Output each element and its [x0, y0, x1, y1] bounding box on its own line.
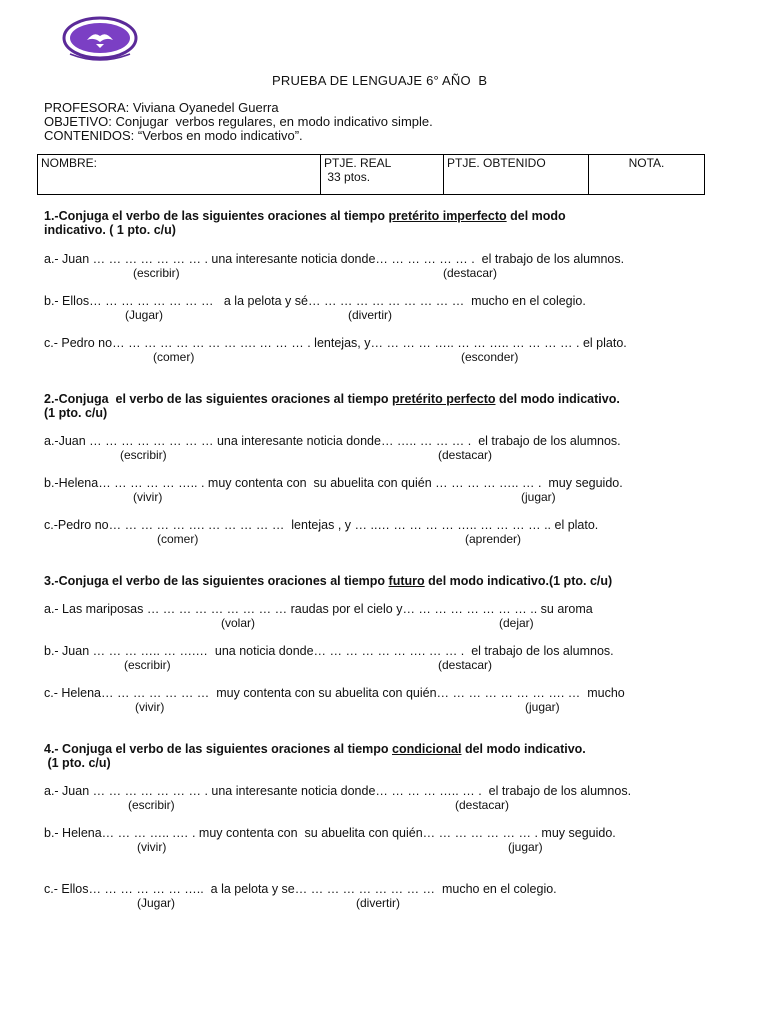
tense-pretérito-perfecto: pretérito perfecto — [392, 392, 496, 406]
q2-sentence-c[interactable]: c.-Pedro no… … … … … …. … … … … … lentejas , y … ..… … … … … ….. … … … … .. el plato. — [44, 518, 599, 532]
q1-verb-b1: (Jugar) — [125, 308, 164, 322]
real-score-cell — [321, 155, 444, 195]
contents-line: CONTENIDOS: “Verbos en modo indicativo”. — [44, 128, 303, 143]
q2-verb-b1: (vivir) — [133, 490, 163, 504]
objective-line: OBJETIVO: Conjugar verbos regulares, en modo indicativo simple. — [44, 114, 433, 129]
student-info-table — [37, 154, 705, 195]
q3-verb-a1: (volar) — [221, 616, 256, 630]
q2-verb-c1: (comer) — [157, 532, 199, 546]
page-title: PRUEBA DE LENGUAJE 6° AÑO B — [272, 73, 488, 88]
school-logo — [60, 14, 140, 64]
q1-verb-b2: (divertir) — [348, 308, 392, 322]
q1-sentence-a[interactable]: a.- Juan … … … … … … … . una interesante noticia donde… … … … … … . el trabajo de los alumnos. — [44, 252, 625, 266]
grade-cell[interactable] — [589, 155, 705, 195]
q4-verb-a1: (escribir) — [128, 798, 175, 812]
teacher-line: PROFESORA: Viviana Oyanedel Guerra — [44, 100, 279, 115]
tense-condicional: condicional — [392, 742, 462, 756]
q1-verb-a1: (escribir) — [133, 266, 180, 280]
q2-verb-b2: (jugar) — [521, 490, 556, 504]
tense-futuro: futuro — [388, 574, 425, 588]
obtained-score-label: PTJE. OBTENIDO — [447, 156, 546, 170]
q1-verb-c1: (comer) — [153, 350, 195, 364]
tense-pretérito-imperfecto: pretérito imperfecto — [388, 209, 507, 223]
q3-verb-c2: (jugar) — [525, 700, 560, 714]
q4-sentence-c[interactable]: c.- Ellos… … … … … … ….. a la pelota y se… … … … … … … … … mucho en el colegio. — [44, 882, 557, 896]
q2-verb-a1: (escribir) — [120, 448, 167, 462]
q4-sentence-a[interactable]: a.- Juan … … … … … … … . una interesante noticia donde… … … … ….. … . el trabajo de los alumnos. — [44, 784, 632, 798]
q4-verb-c2: (divertir) — [356, 896, 400, 910]
question-3-heading: 3.-Conjuga el verbo de las siguientes oraciones al tiempo futuro del modo indicativo.(1 pto. c/u) — [44, 574, 613, 588]
q2-sentence-b[interactable]: b.-Helena… … … … … ….. . muy contenta con su abuelita con quién … … … … ….. … . muy seguido. — [44, 476, 623, 490]
obtained-score-cell[interactable] — [444, 155, 589, 195]
q4-verb-b1: (vivir) — [137, 840, 167, 854]
question-1-heading-line2: indicativo. ( 1 pto. c/u) — [44, 223, 176, 237]
q3-verb-b2: (destacar) — [438, 658, 493, 672]
q3-verb-a2: (dejar) — [499, 616, 534, 630]
q4-sentence-b[interactable]: b.- Helena… … … ….. .… . muy contenta con su abuelita con quién… … … … … … … . muy seguido. — [44, 826, 616, 840]
question-1-heading: 1.-Conjuga el verbo de las siguientes oraciones al tiempo pretérito imperfecto del modo — [44, 209, 566, 223]
q4-verb-b2: (jugar) — [508, 840, 543, 854]
question-2-heading-line2: (1 pto. c/u) — [44, 406, 108, 420]
q2-verb-c2: (aprender) — [465, 532, 522, 546]
real-score-label: PTJE. REAL — [324, 156, 392, 170]
q4-verb-c1: (Jugar) — [137, 896, 176, 910]
q2-verb-a2: (destacar) — [438, 448, 493, 462]
q3-sentence-a[interactable]: a.- Las mariposas … … … … … … … … … raudas por el cielo y… … … … … … … … .. su aroma — [44, 602, 593, 616]
name-cell[interactable] — [38, 155, 321, 195]
q4-verb-a2: (destacar) — [455, 798, 510, 812]
question-4-heading-line2: (1 pto. c/u) — [44, 756, 111, 770]
grade-label: NOTA. — [628, 156, 665, 170]
question-2-heading: 2.-Conjuga el verbo de las siguientes oraciones al tiempo pretérito perfecto del modo indicativo. — [44, 392, 620, 406]
q1-verb-a2: (destacar) — [443, 266, 498, 280]
q3-sentence-b[interactable]: b.- Juan … … … ….. … ….… una noticia donde… … … … … … …. … … . el trabajo de los alumnos. — [44, 644, 614, 658]
q3-verb-c1: (vivir) — [135, 700, 165, 714]
q1-sentence-b[interactable]: b.- Ellos… … … … … … … … a la pelota y sé… … … … … … … … … … mucho en el colegio. — [44, 294, 586, 308]
name-label: NOMBRE: — [41, 156, 98, 170]
q3-sentence-c[interactable]: c.- Helena… … … … … … … muy contenta con su abuelita con quién… … … … … … … …. … mucho — [44, 686, 625, 700]
question-4-heading: 4.- Conjuga el verbo de las siguientes oraciones al tiempo condicional del modo indicativo. — [44, 742, 586, 756]
q3-verb-b1: (escribir) — [124, 658, 171, 672]
q1-verb-c2: (esconder) — [461, 350, 519, 364]
q2-sentence-a[interactable]: a.-Juan … … … … … … … … una interesante noticia donde… ….. … … … . el trabajo de los alumnos. — [44, 434, 621, 448]
real-score-value: 33 ptos. — [327, 170, 371, 184]
q1-sentence-c[interactable]: c.- Pedro no… … … … … … … … …. … … … . lentejas, y… … … … ….. … … ….. … … … … . el plato. — [44, 336, 627, 350]
